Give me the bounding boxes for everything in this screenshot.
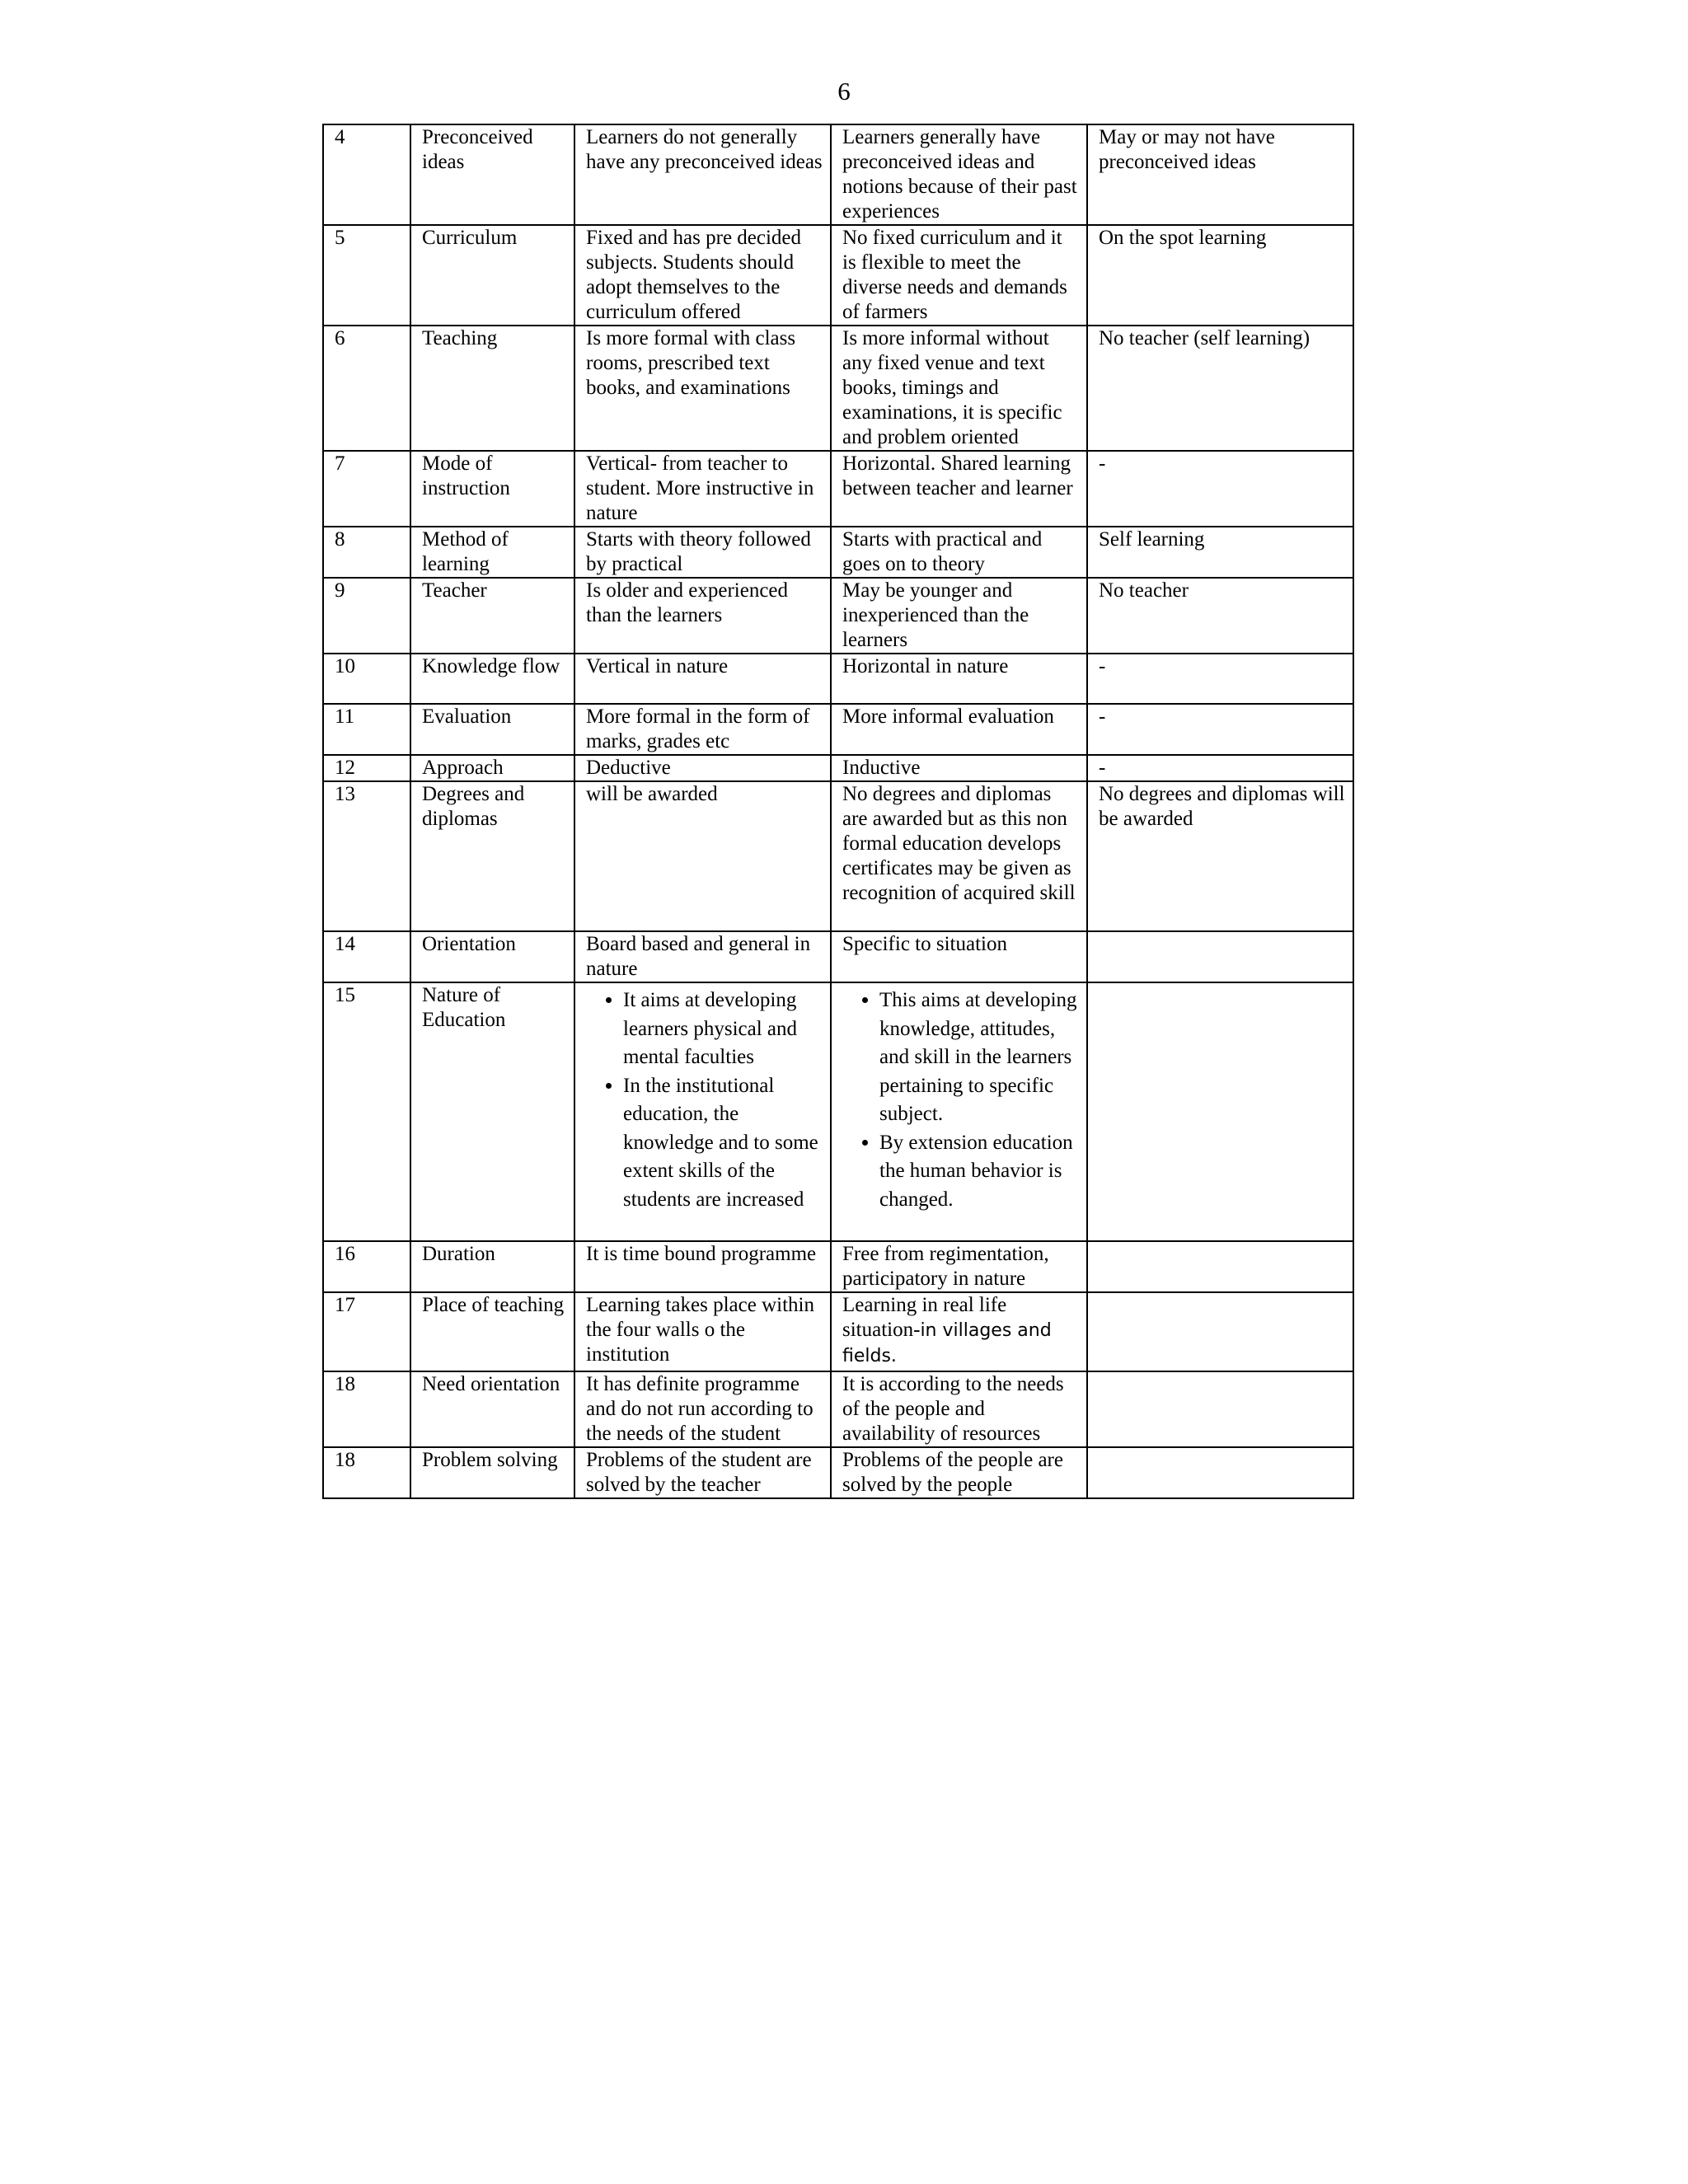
formal-cell: Is more formal with class rooms, prescribed text books, and examinations bbox=[574, 326, 831, 451]
row-number: 5 bbox=[323, 225, 410, 326]
informal-cell: - bbox=[1087, 654, 1353, 704]
nonformal-bullet-list bbox=[842, 987, 1080, 1214]
formal-bullet-list bbox=[586, 987, 823, 1214]
aspect-cell: Approach bbox=[410, 755, 574, 781]
table-row bbox=[323, 124, 1353, 225]
formal-cell: will be awarded bbox=[574, 781, 831, 931]
table-row bbox=[323, 1241, 1353, 1292]
informal-cell: - bbox=[1087, 704, 1353, 755]
formal-cell: Fixed and has pre decided subjects. Students should adopt themselves to the curriculum offered bbox=[574, 225, 831, 326]
formal-cell: Is older and experienced than the learners bbox=[574, 578, 831, 654]
nonformal-cell: Starts with practical and goes on to theory bbox=[831, 527, 1087, 578]
aspect-cell: Teaching bbox=[410, 326, 574, 451]
table-row bbox=[323, 654, 1353, 704]
aspect-cell: Degrees and diplomas bbox=[410, 781, 574, 931]
nonformal-cell: Inductive bbox=[831, 755, 1087, 781]
formal-cell: It is time bound programme bbox=[574, 1241, 831, 1292]
informal-cell bbox=[1087, 931, 1353, 982]
row-number: 18 bbox=[323, 1371, 410, 1447]
formal-cell: Deductive bbox=[574, 755, 831, 781]
aspect-cell: Curriculum bbox=[410, 225, 574, 326]
row-number: 11 bbox=[323, 704, 410, 755]
aspect-cell: Evaluation bbox=[410, 704, 574, 755]
aspect-cell: Nature of Education bbox=[410, 982, 574, 1241]
nonformal-cell: Is more informal without any fixed venue and text books, timings and examinations, it is specific and problem oriented bbox=[831, 326, 1087, 451]
formal-cell: Vertical in nature bbox=[574, 654, 831, 704]
nonformal-cell bbox=[831, 982, 1087, 1241]
table-row bbox=[323, 578, 1353, 654]
informal-cell bbox=[1087, 982, 1353, 1241]
formal-cell: More formal in the form of marks, grades etc bbox=[574, 704, 831, 755]
table-row bbox=[323, 1292, 1353, 1371]
informal-cell: Self learning bbox=[1087, 527, 1353, 578]
formal-cell: Learning takes place within the four walls o the institution bbox=[574, 1292, 831, 1371]
formal-cell: Board based and general in nature bbox=[574, 931, 831, 982]
table-row bbox=[323, 1371, 1353, 1447]
aspect-cell: Mode of instruction bbox=[410, 451, 574, 527]
row-number: 8 bbox=[323, 527, 410, 578]
row-number: 4 bbox=[323, 124, 410, 225]
informal-cell bbox=[1087, 1241, 1353, 1292]
place-text: Learning in real life situation- bbox=[842, 1294, 1007, 1341]
nonformal-cell: Horizontal in nature bbox=[831, 654, 1087, 704]
place-text-villages: in villages and fields. bbox=[842, 1320, 1052, 1366]
aspect-cell: Orientation bbox=[410, 931, 574, 982]
row-number: 14 bbox=[323, 931, 410, 982]
aspect-cell: Problem solving bbox=[410, 1447, 574, 1498]
informal-cell: - bbox=[1087, 755, 1353, 781]
nonformal-cell: No fixed curriculum and it is flexible to meet the diverse needs and demands of farmers bbox=[831, 225, 1087, 326]
formal-cell: It has definite programme and do not run according to the needs of the student bbox=[574, 1371, 831, 1447]
row-number: 16 bbox=[323, 1241, 410, 1292]
aspect-cell: Preconceived ideas bbox=[410, 124, 574, 225]
aspect-cell: Need orientation bbox=[410, 1371, 574, 1447]
comparison-table bbox=[322, 124, 1354, 1499]
informal-cell: No degrees and diplomas will be awarded bbox=[1087, 781, 1353, 931]
bullet-item: • It aims at developing learners physical and mental faculties bbox=[623, 987, 823, 1072]
nonformal-cell: More informal evaluation bbox=[831, 704, 1087, 755]
informal-cell bbox=[1087, 1371, 1353, 1447]
table-row bbox=[323, 326, 1353, 451]
table-row bbox=[323, 781, 1353, 931]
page-number: 6 bbox=[837, 77, 851, 105]
informal-cell: May or may not have preconceived ideas bbox=[1087, 124, 1353, 225]
informal-cell bbox=[1087, 1447, 1353, 1498]
informal-cell: No teacher bbox=[1087, 578, 1353, 654]
table-row bbox=[323, 451, 1353, 527]
table-row bbox=[323, 982, 1353, 1241]
nonformal-cell: Learners generally have preconceived ideas and notions because of their past experiences bbox=[831, 124, 1087, 225]
formal-cell: Starts with theory followed by practical bbox=[574, 527, 831, 578]
aspect-cell: Method of learning bbox=[410, 527, 574, 578]
row-number: 18 bbox=[323, 1447, 410, 1498]
row-number: 17 bbox=[323, 1292, 410, 1371]
aspect-cell: Place of teaching bbox=[410, 1292, 574, 1371]
table-row bbox=[323, 527, 1353, 578]
bullet-item: • By extension education the human behavior is changed. bbox=[879, 1129, 1080, 1215]
table-row bbox=[323, 1447, 1353, 1498]
row-number: 9 bbox=[323, 578, 410, 654]
formal-cell: Learners do not generally have any preconceived ideas bbox=[574, 124, 831, 225]
bullet-item: • This aims at developing knowledge, attitudes, and skill in the learners pertaining to specific subject. bbox=[879, 987, 1080, 1129]
table-row bbox=[323, 225, 1353, 326]
informal-cell: On the spot learning bbox=[1087, 225, 1353, 326]
nonformal-cell: No degrees and diplomas are awarded but as this non formal education develops certificates may be given as recognition of acquired skill bbox=[831, 781, 1087, 931]
row-number: 7 bbox=[323, 451, 410, 527]
nonformal-cell bbox=[831, 1292, 1087, 1371]
table-row bbox=[323, 704, 1353, 755]
informal-cell: - bbox=[1087, 451, 1353, 527]
row-number: 15 bbox=[323, 982, 410, 1241]
nonformal-cell: Problems of the people are solved by the people bbox=[831, 1447, 1087, 1498]
nonformal-cell: It is according to the needs of the people and availability of resources bbox=[831, 1371, 1087, 1447]
bullet-item: • In the institutional education, the knowledge and to some extent skills of the students are increased bbox=[623, 1072, 823, 1215]
table-row bbox=[323, 755, 1353, 781]
aspect-cell: Teacher bbox=[410, 578, 574, 654]
formal-cell bbox=[574, 982, 831, 1241]
table-row bbox=[323, 931, 1353, 982]
informal-cell bbox=[1087, 1292, 1353, 1371]
aspect-cell: Duration bbox=[410, 1241, 574, 1292]
formal-cell: Vertical- from teacher to student. More instructive in nature bbox=[574, 451, 831, 527]
row-number: 10 bbox=[323, 654, 410, 704]
aspect-cell: Knowledge flow bbox=[410, 654, 574, 704]
nonformal-cell: Specific to situation bbox=[831, 931, 1087, 982]
row-number: 12 bbox=[323, 755, 410, 781]
nonformal-cell: May be younger and inexperienced than the learners bbox=[831, 578, 1087, 654]
formal-cell: Problems of the student are solved by the teacher bbox=[574, 1447, 831, 1498]
row-number: 6 bbox=[323, 326, 410, 451]
nonformal-cell: Horizontal. Shared learning between teacher and learner bbox=[831, 451, 1087, 527]
informal-cell: No teacher (self learning) bbox=[1087, 326, 1353, 451]
nonformal-cell: Free from regimentation, participatory in nature bbox=[831, 1241, 1087, 1292]
row-number: 13 bbox=[323, 781, 410, 931]
